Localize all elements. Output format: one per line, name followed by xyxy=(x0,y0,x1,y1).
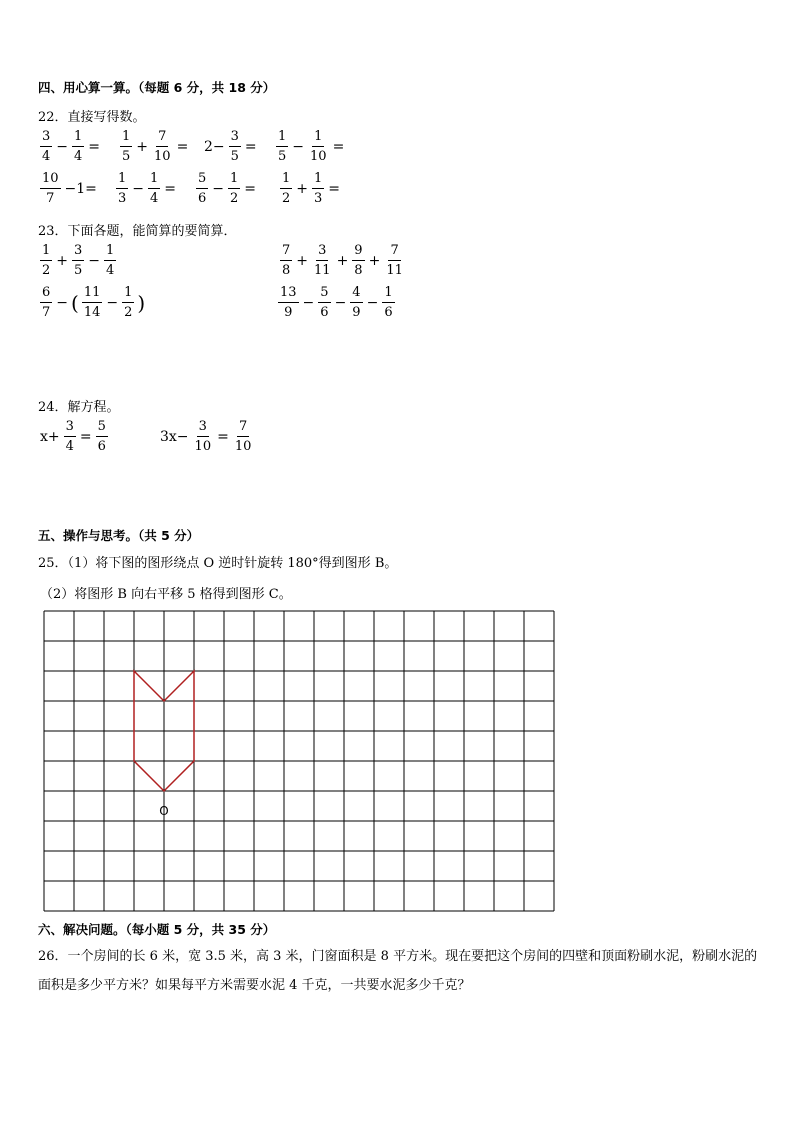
fraction: $\frac{1}{2}$ xyxy=(230,171,239,206)
q22-r2-e1: $\frac{10}{7}$ −1= xyxy=(42,171,97,206)
fraction: $\frac{1}{5}$ xyxy=(278,129,287,164)
section-5-title: 五、操作与思考。（共 5 分） xyxy=(38,528,200,543)
q22-prompt: 22．直接写得数。 xyxy=(38,110,146,125)
fraction: $\frac{1}{3}$ xyxy=(118,171,127,206)
fraction: $\frac{4}{9}$ xyxy=(352,285,361,320)
section-6-title: 六、解决问题。（每小题 5 分，共 35 分） xyxy=(38,922,276,937)
rotation-grid xyxy=(40,608,562,918)
fraction: $\frac{13}{9}$ xyxy=(280,285,297,320)
fraction: $\frac{7}{11}$ xyxy=(386,243,403,278)
q22-r2-e2: $\frac{1}{3}$ − $\frac{1}{4}$ = xyxy=(118,171,177,206)
fraction: $\frac{3}{5}$ xyxy=(74,243,83,278)
fraction: $\frac{1}{4}$ xyxy=(150,171,159,206)
fraction: $\frac{5}{6}$ xyxy=(198,171,207,206)
q22-r1-e3: 2− $\frac{3}{5}$ = xyxy=(204,129,257,164)
q22-r1-e2: $\frac{1}{5}$ + $\frac{7}{10}$ = xyxy=(122,129,189,164)
fraction: $\frac{1}{3}$ xyxy=(314,171,323,206)
fraction: $\frac{6}{7}$ xyxy=(42,285,51,320)
fraction: $\frac{3}{4}$ xyxy=(42,129,51,164)
fraction: $\frac{5}{6}$ xyxy=(97,419,106,454)
fraction: $\frac{5}{6}$ xyxy=(320,285,329,320)
fraction: $\frac{3}{4}$ xyxy=(65,419,74,454)
fraction: $\frac{1}{10}$ xyxy=(310,129,327,164)
fraction: $\frac{1}{2}$ xyxy=(42,243,51,278)
q25-instruction-2: （2）将图形 B 向右平移 5 格得到图形 C。 xyxy=(40,587,292,602)
q23-prompt: 23．下面各题，能简算的要简算． xyxy=(38,224,237,239)
q22-r1-e1: $\frac{3}{4}$ − $\frac{1}{4}$ = xyxy=(42,129,101,164)
q26-text: 26．一个房间的长 6 米，宽 3.5 米，高 3 米，门窗面积是 8 平方米。现在要把这个房间的四壁和顶面粉刷水泥，粉刷水泥的面积是多少平方米？如果每平方米需要水泥 4 千克，一共要水泥多少千克？ xyxy=(38,949,758,993)
fraction: $\frac{1}{6}$ xyxy=(384,285,393,320)
fraction: $\frac{7}{10}$ xyxy=(234,419,252,454)
q24-prompt: 24．解方程。 xyxy=(38,400,120,415)
fraction: $\frac{7}{10}$ xyxy=(154,129,171,164)
q23-expr-3: $\frac{6}{7}$ − ( $\frac{11}{14}$ − $\frac{1}{2}$ ) xyxy=(42,285,146,320)
section-4-title: 四、用心算一算。（每题 6 分，共 18 分） xyxy=(38,80,276,95)
q25-instruction-1: 25．（1）将下图的图形绕点 O 逆时针旋转 180°得到图形 B。 xyxy=(38,556,398,571)
grid-lines xyxy=(44,611,554,911)
fraction: $\frac{9}{8}$ xyxy=(354,243,363,278)
point-o-label: O xyxy=(159,804,169,818)
q24-equation-1: x+ $\frac{3}{4}$ = $\frac{5}{6}$ xyxy=(40,419,106,454)
fraction: $\frac{1}{5}$ xyxy=(122,129,131,164)
fraction: $\frac{7}{8}$ xyxy=(282,243,291,278)
q24-equation-2: 3x− $\frac{3}{10}$ = $\frac{7}{10}$ xyxy=(160,419,252,454)
fraction: $\frac{1}{2}$ xyxy=(124,285,133,320)
q23-expr-1: $\frac{1}{2}$ + $\frac{3}{5}$ − $\frac{1}{4}$ xyxy=(42,243,115,278)
q23-expr-4: $\frac{13}{9}$ − $\frac{5}{6}$ − $\frac{4}{9}$ − $\frac{1}{6}$ xyxy=(280,285,393,320)
fraction: $\frac{1}{2}$ xyxy=(282,171,291,206)
fraction: $\frac{3}{10}$ xyxy=(194,419,212,454)
q22-r2-e3: $\frac{5}{6}$ − $\frac{1}{2}$ = xyxy=(198,171,257,206)
fraction: $\frac{11}{14}$ xyxy=(83,285,101,320)
fraction: $\frac{1}{4}$ xyxy=(74,129,83,164)
fraction: $\frac{10}{7}$ xyxy=(42,171,59,206)
q23-expr-2: $\frac{7}{8}$ + $\frac{3}{11}$ + $\frac{9}{8}$ + $\frac{7}{11}$ xyxy=(282,243,403,278)
q22-r1-e4: $\frac{1}{5}$ − $\frac{1}{10}$ = xyxy=(278,129,345,164)
q22-r2-e4: $\frac{1}{2}$ + $\frac{1}{3}$ = xyxy=(282,171,341,206)
fraction: $\frac{1}{4}$ xyxy=(106,243,115,278)
fraction: $\frac{3}{11}$ xyxy=(314,243,331,278)
fraction: $\frac{3}{5}$ xyxy=(230,129,239,164)
